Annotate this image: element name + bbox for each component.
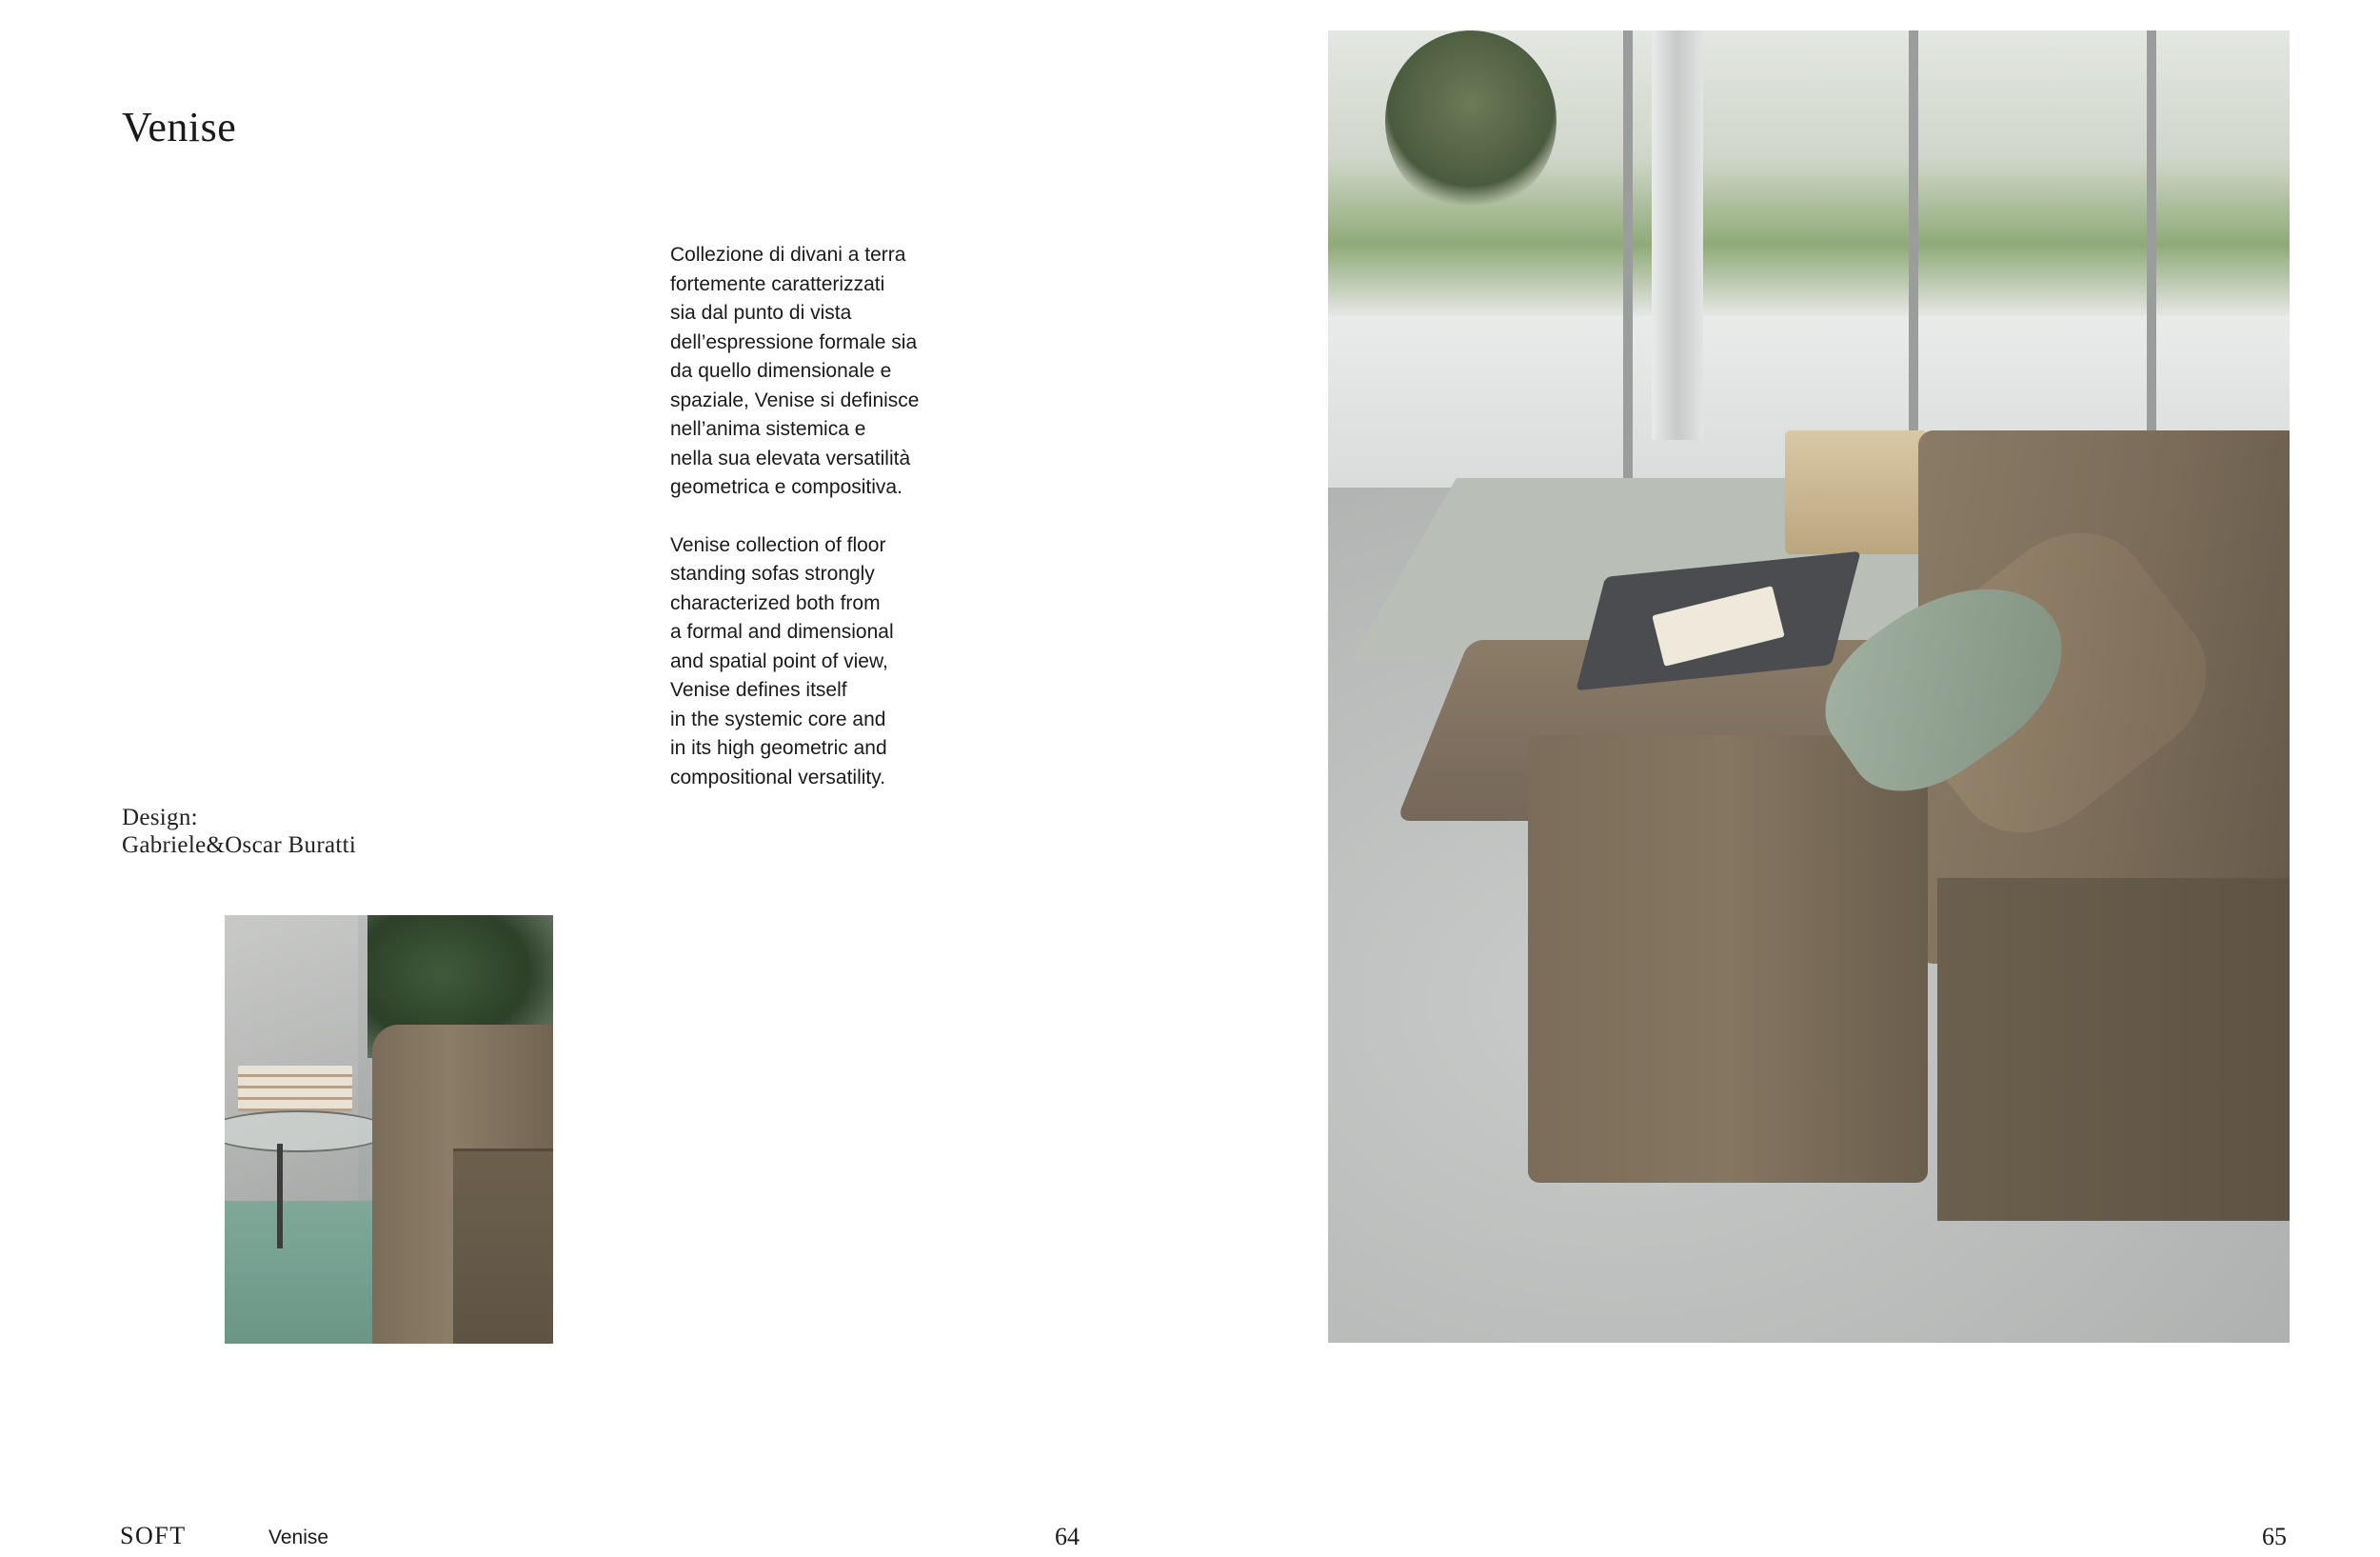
description-english: Venise collection of floor standing sofas strongly characterized both from a formal and dimensional and spatial point of view, Venise defines itself in the systemic core and in its high geometric and compositional versatility. [670,533,894,788]
designer-names: Gabriele&Oscar Buratti [122,832,357,858]
page-title: Venise [122,104,237,150]
description-italian: Collezione di divani a terra fortemente caratterizzati sia dal punto di vista dell’espressione formale sia da quello dimensionale e spaziale, Venise si definisce nell’anima sistemica e nella sua elevata versatilità geometrica e compositiva. [670,244,920,498]
design-credit [122,804,356,859]
sofa-detail-photo [225,915,553,1344]
page-number-right: 65 [2262,1523,2287,1550]
page-number-left: 64 [1055,1523,1080,1550]
footer-section-name: Venise [268,1527,329,1548]
footer-brand: SOFT [120,1522,187,1549]
sofa-living-room-photo [1328,30,2290,1343]
design-label: Design: [122,805,198,830]
product-description [670,241,984,792]
